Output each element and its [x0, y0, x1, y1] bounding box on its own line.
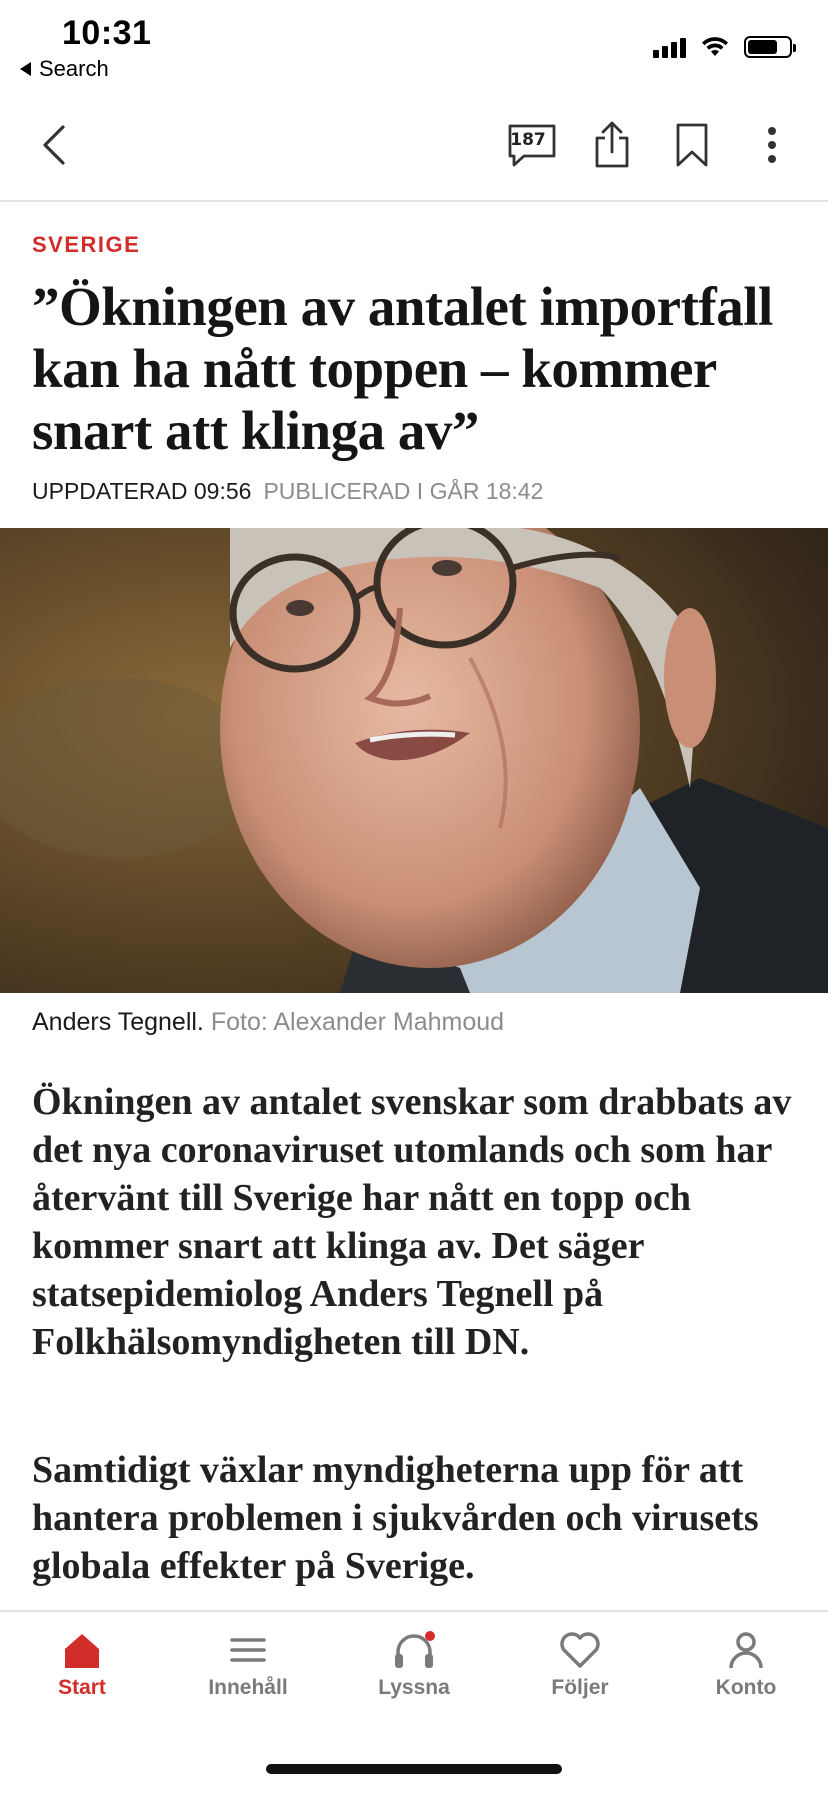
article-meta: [32, 478, 543, 505]
back-button[interactable]: [24, 90, 84, 200]
home-indicator[interactable]: [266, 1764, 562, 1774]
tab-lyssna[interactable]: [344, 1630, 484, 1700]
comment-count: 187: [510, 130, 546, 150]
bookmark-button[interactable]: [664, 90, 720, 200]
heart-icon: [558, 1630, 602, 1670]
back-chevron-icon: [39, 123, 69, 167]
home-icon: [62, 1630, 102, 1670]
bookmark-icon: [674, 122, 710, 168]
tab-konto[interactable]: [676, 1630, 816, 1700]
tab-innehall[interactable]: [178, 1630, 318, 1700]
menu-icon: [228, 1630, 268, 1670]
status-bar: [0, 0, 828, 90]
photo-caption: [32, 1008, 504, 1037]
lead-paragraph: Samtidigt växlar myndigheterna upp för att hantera problemen i sjukvården och virusets globala effekter på Sverige.: [32, 1449, 759, 1587]
article-category[interactable]: SVERIGE: [32, 232, 141, 257]
person-icon: [726, 1630, 766, 1670]
portrait-image: [0, 528, 828, 993]
back-to-app-label: Search: [39, 56, 109, 81]
caption-name: Anders Tegnell.: [32, 1008, 204, 1036]
notification-dot-icon: [425, 1631, 435, 1641]
back-triangle-icon: [20, 62, 31, 76]
tab-label: Konto: [715, 1676, 777, 1699]
headphones-icon: [392, 1630, 436, 1670]
more-options-button[interactable]: [744, 90, 800, 200]
battery-icon: [744, 36, 792, 58]
share-icon: [592, 120, 632, 170]
tab-label: Följer: [551, 1676, 609, 1699]
article-photo[interactable]: [0, 528, 828, 993]
updated-timestamp: UPPDATERAD 09:56: [32, 478, 252, 504]
share-button[interactable]: [584, 90, 640, 200]
article-headline: ”Ökningen av antalet importfall kan ha nått toppen – kommer snart att klinga av”: [32, 276, 773, 461]
tab-foljer[interactable]: [510, 1630, 650, 1700]
tab-label: Lyssna: [378, 1676, 450, 1699]
tab-label: Innehåll: [208, 1676, 288, 1699]
tab-start[interactable]: [12, 1630, 152, 1700]
status-time: 10:31: [62, 14, 152, 52]
article-toolbar: [0, 90, 828, 202]
published-timestamp: PUBLICERAD I GÅR 18:42: [263, 478, 544, 504]
back-to-app-link[interactable]: [20, 56, 109, 82]
signal-icon: [653, 36, 686, 58]
comments-button[interactable]: [504, 90, 560, 200]
wifi-icon: [700, 36, 730, 58]
status-icons: [653, 36, 792, 58]
caption-credit: Foto: Alexander Mahmoud: [210, 1008, 505, 1036]
tab-label: Start: [58, 1676, 106, 1699]
more-vertical-icon: [766, 125, 778, 165]
lead-paragraph: Ökningen av antalet svenskar som drabbats av det nya coronaviruset utomlands och som har återvänt till Sverige har nått en topp och kommer snart att klinga av. Det säger statsepidemiolog Anders Tegnell på Folkhälsomyndigheten till DN.: [32, 1081, 792, 1363]
